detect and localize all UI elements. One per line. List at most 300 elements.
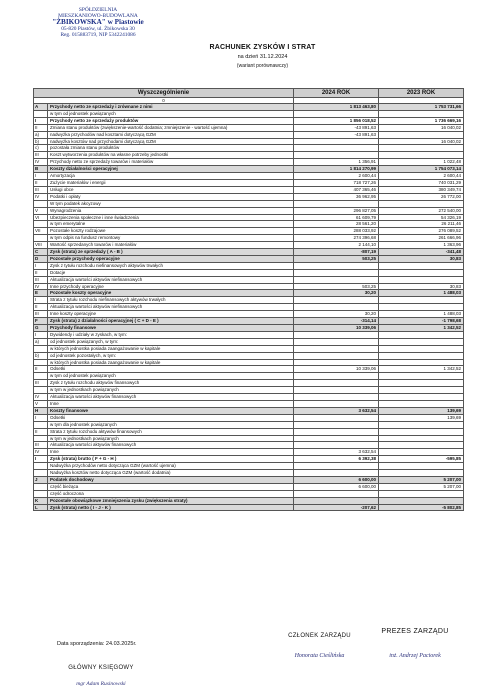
table-row — [34, 373, 464, 380]
row-index: III — [34, 311, 48, 318]
row-value-2023: 2 600,44 — [379, 173, 464, 180]
row-value-2023: 26 211,46 — [379, 221, 464, 228]
row-index — [34, 221, 48, 228]
row-value-2024: 1 813 463,80 — [294, 104, 379, 111]
table-row — [34, 304, 464, 311]
row-value-2024 — [294, 394, 379, 401]
row-description: Przychody netto ze sprzedaży produktów — [48, 117, 294, 124]
row-description: Przychody finansowe — [48, 325, 294, 332]
table-row — [34, 476, 464, 483]
row-value-2024 — [294, 352, 379, 359]
row-index: III — [34, 276, 48, 283]
row-value-2024 — [294, 380, 379, 387]
table-row — [34, 110, 464, 117]
row-index: III — [34, 442, 48, 449]
row-value-2023: 1 488,03 — [379, 311, 464, 318]
row-description: Aktualizacja wartości aktywów niefinansowych — [48, 276, 294, 283]
row-value-2024: 1 356,91 — [294, 159, 379, 166]
row-value-2023 — [379, 373, 464, 380]
row-value-2023 — [379, 276, 464, 283]
row-description: w tym od jednostek powiązanych — [48, 110, 294, 117]
chief-accountant-signature — [46, 665, 156, 687]
row-description: nadwyżka przychodów nad kosztami dotyczącą GZM — [48, 131, 294, 138]
row-description: w tym emerytalne — [48, 221, 294, 228]
table-row — [34, 228, 464, 235]
row-value-2023 — [379, 470, 464, 477]
row-value-2023 — [379, 435, 464, 442]
table-row — [34, 318, 464, 325]
document-variant: (wariant porównawczy) — [236, 63, 289, 69]
table-row — [34, 331, 464, 338]
row-index: III — [34, 380, 48, 387]
row-value-2023: 54 326,19 — [379, 214, 464, 221]
table-row — [34, 200, 464, 207]
row-index — [34, 359, 48, 366]
table-row — [34, 255, 464, 262]
row-value-2023: 26 772,00 — [379, 193, 464, 200]
row-index: E — [34, 290, 48, 297]
row-value-2023 — [379, 110, 464, 117]
table-row — [34, 117, 464, 124]
row-value-2023: -1 798,68 — [379, 318, 464, 325]
row-value-2023 — [379, 304, 464, 311]
row-index: I — [34, 456, 48, 463]
table-row — [34, 352, 464, 359]
row-value-2024: 3 632,54 — [294, 407, 379, 414]
table-row — [34, 345, 464, 352]
row-value-2024: 503,25 — [294, 255, 379, 262]
row-value-2023: 1 753 731,66 — [379, 104, 464, 111]
row-value-2024: -314,14 — [294, 318, 379, 325]
row-value-2024 — [294, 435, 379, 442]
row-index — [34, 200, 48, 207]
row-value-2023: 16 040,02 — [379, 138, 464, 145]
row-index — [34, 110, 48, 117]
table-row — [34, 504, 464, 511]
row-description: od jednostek pozostałych, w tym: — [48, 352, 294, 359]
row-value-2023: 5 207,00 — [379, 483, 464, 490]
document-title: RACHUNEK ZYSKÓW I STRAT — [209, 44, 316, 51]
table-row — [34, 193, 464, 200]
row-index: IV — [34, 394, 48, 401]
row-value-2023 — [379, 200, 464, 207]
row-index: C — [34, 249, 48, 256]
row-value-2023 — [379, 262, 464, 269]
row-value-2024: 288 033,92 — [294, 228, 379, 235]
table-row — [34, 138, 464, 145]
row-index: IV — [34, 283, 48, 290]
row-value-2024 — [294, 463, 379, 470]
row-description: Inne — [48, 400, 294, 407]
row-value-2024 — [294, 145, 379, 152]
row-value-2024 — [294, 442, 379, 449]
row-value-2023 — [379, 449, 464, 456]
table-header-row — [34, 89, 464, 98]
row-index: L — [34, 504, 48, 511]
row-value-2024 — [294, 152, 379, 159]
table-row — [34, 483, 464, 490]
column-header-2023: 2023 ROK — [379, 89, 464, 98]
row-value-2024: 30,20 — [294, 311, 379, 318]
row-value-2024: 718 727,26 — [294, 179, 379, 186]
table-row — [34, 221, 464, 228]
row-description: w tym dla jednostek powiązanych — [48, 421, 294, 428]
row-index — [34, 421, 48, 428]
table-row — [34, 366, 464, 373]
row-value-2023 — [379, 387, 464, 394]
board-member-name: Honorata Cieślińska — [294, 653, 345, 659]
row-description: Zysk z tytułu rozchodu aktywów finansowych — [48, 380, 294, 387]
row-value-2024 — [294, 387, 379, 394]
row-description: Aktualizacja wartości aktywów finansowych — [48, 442, 294, 449]
company-stamp — [33, 8, 163, 38]
row-value-2024 — [294, 269, 379, 276]
row-description: Zysk (strata) netto ( I - J - K ) — [48, 504, 294, 511]
row-value-2024 — [294, 200, 379, 207]
row-index: II — [34, 366, 48, 373]
row-description: nadwyżka kosztów nad przychodami dotyczącą GZM — [48, 138, 294, 145]
row-description: Nadwyżka kosztów netto dotycząca GZM (wartość dodatnia) — [48, 470, 294, 477]
row-value-2023: 740 031,29 — [379, 179, 464, 186]
row-index: A — [34, 104, 48, 111]
row-value-2024 — [294, 421, 379, 428]
row-value-2023 — [379, 380, 464, 387]
row-description: Podatek dochodowy — [48, 476, 294, 483]
row-description: w tym w jednostkach powiązanych — [48, 435, 294, 442]
row-description: Wynagrodzenia — [48, 207, 294, 214]
table-row — [34, 421, 464, 428]
row-description: Zysk (strata) z działalności operacyjnej ( C + D - E ) — [48, 318, 294, 325]
row-value-2023: 1 754 073,14 — [379, 166, 464, 173]
row-value-2023: 30,83 — [379, 255, 464, 262]
table-row — [34, 166, 464, 173]
row-description: Strata z tytułu rozchodu aktywów finansowych — [48, 428, 294, 435]
row-description: w których jednostka posiada zaangażowanie w kapitale — [48, 345, 294, 352]
row-description: Nadwyżka przychodów netto dotycząca GZM (wartość ujemna) — [48, 463, 294, 470]
row-description: Koszt wytworzenia produktów na własne potrzeby jednostki — [48, 152, 294, 159]
row-value-2023: 139,69 — [379, 407, 464, 414]
row-value-2024 — [294, 297, 379, 304]
row-value-2024: 61 609,79 — [294, 214, 379, 221]
row-value-2024: 274 396,68 — [294, 235, 379, 242]
table-row — [34, 442, 464, 449]
stamp-line-5: Reg. 015883719, NIP 5342241086 — [60, 31, 136, 38]
row-description: pozostała zmiana stanu produktów — [48, 145, 294, 152]
row-index: IV — [34, 449, 48, 456]
table-row — [34, 428, 464, 435]
row-description: Dywidendy i udziały w zyskach, w tym: — [48, 331, 294, 338]
row-index: VIII — [34, 242, 48, 249]
table-row — [34, 124, 464, 131]
table-row — [34, 262, 464, 269]
row-value-2023: 1 022,48 — [379, 159, 464, 166]
row-index: b) — [34, 138, 48, 145]
row-description: Pozostałe przychody operacyjne — [48, 255, 294, 262]
row-description: od jednostek powiązanych, w tym: — [48, 338, 294, 345]
row-value-2023: 1 488,03 — [379, 290, 464, 297]
column-number: 0 — [34, 98, 294, 104]
table-row — [34, 283, 464, 290]
row-index: II — [34, 428, 48, 435]
row-value-2024: -43 891,63 — [294, 124, 379, 131]
row-value-2023 — [379, 421, 464, 428]
table-row — [34, 297, 464, 304]
row-description: Pozostałe obowiązkowe zmniejszenia zysku (zwiększenia straty) — [48, 497, 294, 504]
row-index: I — [34, 173, 48, 180]
row-value-2024 — [294, 110, 379, 117]
row-value-2024 — [294, 262, 379, 269]
row-value-2024 — [294, 304, 379, 311]
row-value-2023 — [379, 394, 464, 401]
table-row — [34, 290, 464, 297]
table-row — [34, 104, 464, 111]
table-row — [34, 449, 464, 456]
row-description: Usługi obce — [48, 186, 294, 193]
row-value-2024: 503,25 — [294, 283, 379, 290]
row-description: Podatki i opłaty — [48, 193, 294, 200]
row-value-2024 — [294, 428, 379, 435]
row-description: Zysk (strata) brutto ( F + G - H ) — [48, 456, 294, 463]
row-description: Wartość sprzedanych towarów i materiałów — [48, 242, 294, 249]
table-row — [34, 414, 464, 421]
row-value-2024 — [294, 470, 379, 477]
row-value-2023 — [379, 359, 464, 366]
row-description: Koszty działalności operacyjnej — [48, 166, 294, 173]
row-value-2024: 2 600,44 — [294, 173, 379, 180]
row-index: c) — [34, 145, 48, 152]
row-description: Inne — [48, 449, 294, 456]
president-name: inż. Andrzej Paciorek — [389, 653, 441, 659]
row-value-2024: 10 339,06 — [294, 325, 379, 332]
table-row — [34, 407, 464, 414]
row-index: I — [34, 331, 48, 338]
table-row — [34, 380, 464, 387]
row-value-2024 — [294, 338, 379, 345]
table-row — [34, 159, 464, 166]
row-value-2024: 30,20 — [294, 290, 379, 297]
chief-accountant-role: GŁÓWNY KSIĘGOWY — [68, 665, 134, 671]
row-value-2023 — [379, 297, 464, 304]
row-value-2023 — [379, 145, 464, 152]
row-value-2023: 1 736 669,16 — [379, 117, 464, 124]
row-value-2023 — [379, 338, 464, 345]
row-value-2024: 10 339,06 — [294, 366, 379, 373]
row-index — [34, 345, 48, 352]
row-value-2023: 1 342,52 — [379, 325, 464, 332]
table-row — [34, 131, 464, 138]
row-index — [34, 470, 48, 477]
row-value-2023 — [379, 490, 464, 497]
table-row — [34, 435, 464, 442]
row-description: część odroczona — [48, 490, 294, 497]
table-row — [34, 152, 464, 159]
row-value-2024: 6 392,38 — [294, 456, 379, 463]
table-row — [34, 497, 464, 504]
row-value-2023 — [379, 131, 464, 138]
income-statement-table — [33, 88, 464, 511]
table-row — [34, 400, 464, 407]
row-index: II — [34, 304, 48, 311]
row-value-2023 — [379, 345, 464, 352]
row-value-2023 — [379, 428, 464, 435]
row-index: III — [34, 152, 48, 159]
row-value-2024: -43 891,63 — [294, 131, 379, 138]
row-value-2024: 28 561,20 — [294, 221, 379, 228]
stamp-line-4: 05-820 Piastów, ul. Żbikowska 30 — [61, 25, 135, 32]
table-row — [34, 456, 464, 463]
row-value-2023: 380 349,74 — [379, 186, 464, 193]
table-row — [34, 338, 464, 345]
row-index: a) — [34, 338, 48, 345]
row-value-2024: 36 962,95 — [294, 193, 379, 200]
row-value-2023 — [379, 400, 464, 407]
row-value-2024 — [294, 490, 379, 497]
row-index: b) — [34, 352, 48, 359]
row-description: Pozostałe koszty operacyjne — [48, 290, 294, 297]
row-index: F — [34, 318, 48, 325]
table-row — [34, 173, 464, 180]
row-value-2023: -5 802,85 — [379, 504, 464, 511]
table-row — [34, 394, 464, 401]
board-member-role: CZŁONEK ZARZĄDU — [288, 633, 351, 639]
row-value-2023 — [379, 497, 464, 504]
table-row — [34, 145, 464, 152]
row-value-2024 — [294, 331, 379, 338]
row-value-2024: 1 814 270,99 — [294, 166, 379, 173]
table-row — [34, 490, 464, 497]
table-body — [34, 104, 464, 511]
row-value-2023 — [379, 442, 464, 449]
row-value-2024 — [294, 276, 379, 283]
row-index: I — [34, 414, 48, 421]
row-index — [34, 387, 48, 394]
row-value-2024 — [294, 138, 379, 145]
chief-accountant-name: mgr Adam Rusinowski — [76, 681, 126, 687]
row-value-2023 — [379, 152, 464, 159]
row-index: a) — [34, 131, 48, 138]
row-index: J — [34, 476, 48, 483]
row-index: H — [34, 407, 48, 414]
row-value-2023: 5 207,00 — [379, 476, 464, 483]
president-signature — [360, 628, 470, 659]
row-value-2024: 6 600,00 — [294, 476, 379, 483]
row-value-2024: 2 144,10 — [294, 242, 379, 249]
row-value-2024 — [294, 497, 379, 504]
stamp-line-3: "ŻBIKOWSKA" w Piastowie — [52, 18, 144, 27]
row-description: w których jednostka posiada zaangażowanie w kapitale — [48, 359, 294, 366]
row-value-2024: 3 632,54 — [294, 449, 379, 456]
table-row — [34, 276, 464, 283]
row-index — [34, 463, 48, 470]
table-row — [34, 249, 464, 256]
table-row — [34, 179, 464, 186]
row-index: D — [34, 255, 48, 262]
row-description: Dotacje — [48, 269, 294, 276]
row-value-2024: -807,19 — [294, 249, 379, 256]
row-index: B — [34, 166, 48, 173]
row-value-2024 — [294, 359, 379, 366]
row-description: Zużycie materiałów i energii — [48, 179, 294, 186]
row-description: Zmiana stanu produktów (zwiększenie-wartość dodatnia; zmniejszenie - wartość ujemna) — [48, 124, 294, 131]
row-description: Inne koszty operacyjne — [48, 311, 294, 318]
table-row — [34, 186, 464, 193]
row-value-2024: 407 365,46 — [294, 186, 379, 193]
row-value-2023: 276 089,52 — [379, 228, 464, 235]
table-row — [34, 359, 464, 366]
row-description: Pozostałe koszty rodzajowe — [48, 228, 294, 235]
column-header-2024: 2024 ROK — [294, 89, 379, 98]
row-description: w tym w jednostkach powiązanych — [48, 387, 294, 394]
row-index: I — [34, 262, 48, 269]
row-value-2023: 16 040,02 — [379, 124, 464, 131]
column-header-description: Wyszczególnienie — [34, 89, 294, 98]
row-description: Przychody netto ze sprzedaży towarów i materiałów — [48, 159, 294, 166]
row-description: Inne przychody operacyjne — [48, 283, 294, 290]
row-index — [34, 235, 48, 242]
row-index: II — [34, 124, 48, 131]
president-role: PREZES ZARZĄDU — [381, 628, 449, 635]
row-value-2023 — [379, 463, 464, 470]
row-value-2023: 139,69 — [379, 414, 464, 421]
row-value-2024 — [294, 400, 379, 407]
row-description: Strata z tytułu rozchodu niefinansowych aktywów trwałych — [48, 297, 294, 304]
row-index — [34, 373, 48, 380]
row-value-2023 — [379, 352, 464, 359]
row-value-2023: 1 342,52 — [379, 366, 464, 373]
row-description: Odsetki — [48, 414, 294, 421]
row-index: VI — [34, 214, 48, 221]
row-value-2023: 30,83 — [379, 283, 464, 290]
row-index: IV — [34, 159, 48, 166]
row-value-2024: 1 856 018,52 — [294, 117, 379, 124]
row-index: II — [34, 269, 48, 276]
row-description: Koszty finansowe — [48, 407, 294, 414]
row-value-2023: 272 540,00 — [379, 207, 464, 214]
stamp-line-1: SPÓŁDZIELNIA — [78, 7, 118, 13]
row-value-2023: 1 363,96 — [379, 242, 464, 249]
row-description: Ubezpieczenia społeczne i inne świadczenia — [48, 214, 294, 221]
table-row — [34, 470, 464, 477]
row-index: IV — [34, 193, 48, 200]
row-value-2024: 6 600,00 — [294, 483, 379, 490]
row-description: Odsetki — [48, 366, 294, 373]
row-description: Przychody netto ze sprzedaży i zrównane z nimi — [48, 104, 294, 111]
row-description: W tym podatek akcyzowy — [48, 200, 294, 207]
table-row — [34, 269, 464, 276]
row-value-2024 — [294, 345, 379, 352]
row-value-2024 — [294, 373, 379, 380]
row-description: Aktualizacja wartości aktywów niefinansowych — [48, 304, 294, 311]
table-row — [34, 311, 464, 318]
row-index — [34, 483, 48, 490]
row-value-2023: 261 666,96 — [379, 235, 464, 242]
table-row — [34, 387, 464, 394]
row-value-2024: -207,62 — [294, 504, 379, 511]
row-value-2024: 296 827,05 — [294, 207, 379, 214]
document-header — [170, 44, 355, 69]
row-description: Amortyzacja — [48, 173, 294, 180]
row-index: I — [34, 297, 48, 304]
row-value-2023 — [379, 331, 464, 338]
row-value-2023: -595,85 — [379, 456, 464, 463]
row-index: III — [34, 186, 48, 193]
row-index: V — [34, 207, 48, 214]
stamp-line-2: MIESZKANIOWO-BUDOWLANA — [58, 12, 138, 19]
table-row — [34, 207, 464, 214]
row-description: w tym odpis na fundusz remontowy — [48, 235, 294, 242]
row-description: Aktualizacja wartości aktywów finansowych — [48, 394, 294, 401]
table-row — [34, 235, 464, 242]
